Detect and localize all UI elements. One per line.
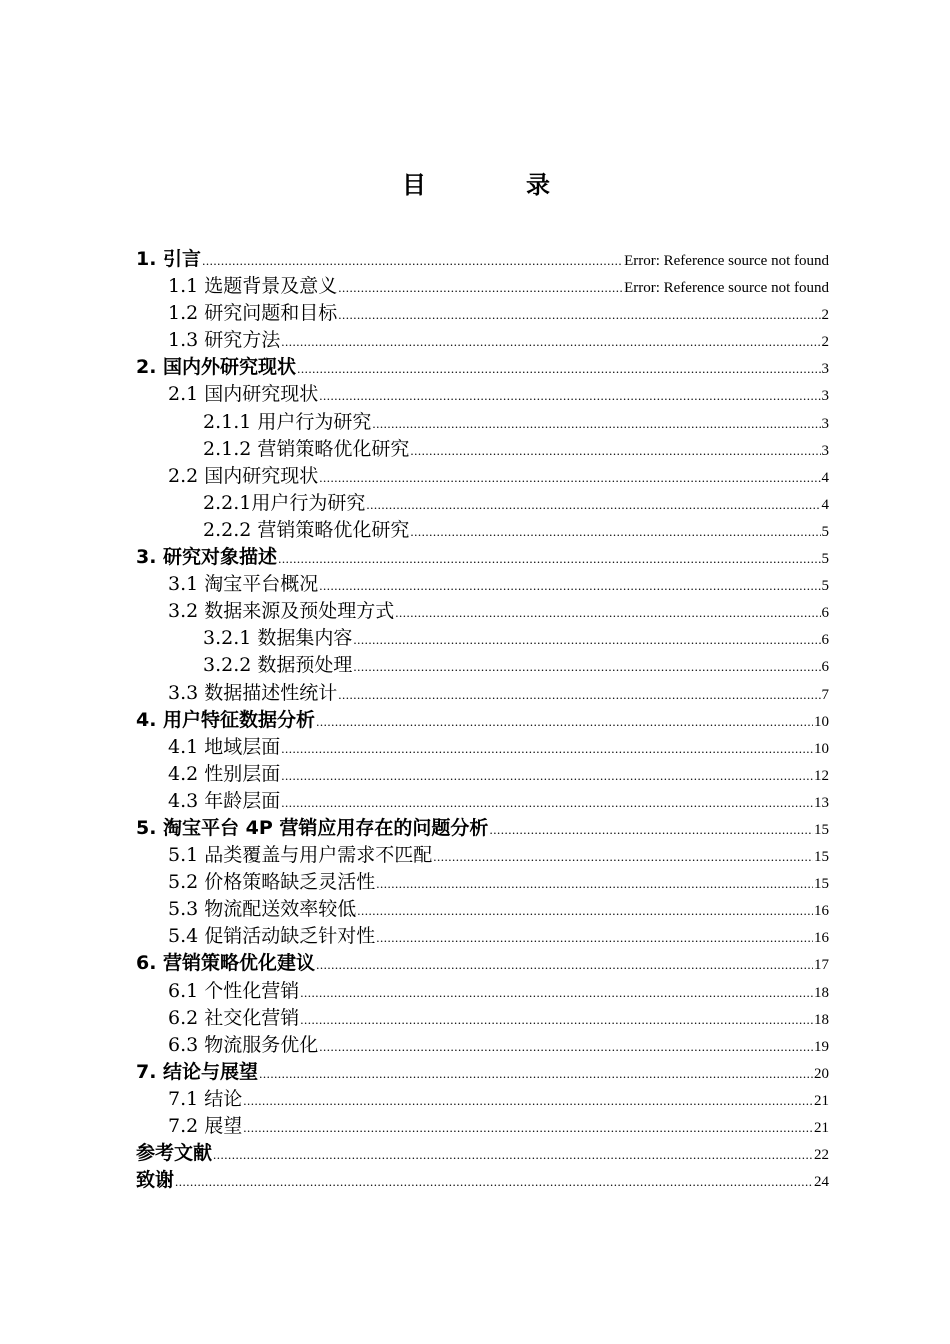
toc-entry-page: 21 bbox=[814, 1120, 829, 1136]
toc-entry-page: 13 bbox=[814, 794, 829, 811]
toc-leader-dots bbox=[395, 599, 820, 626]
toc-entry-label: 2.2.2 营销策略优化研究 bbox=[203, 518, 410, 541]
toc-leader-dots bbox=[338, 301, 820, 328]
toc-entry[interactable] bbox=[136, 842, 829, 869]
toc-entry-label: 3.1 淘宝平台概况 bbox=[168, 573, 319, 596]
toc-entry-page: 15 bbox=[814, 821, 829, 838]
toc-entry-page: 5 bbox=[821, 578, 829, 595]
toc-entry-page: 22 bbox=[814, 1147, 829, 1164]
toc-entry-label: 2.1.2 营销策略优化研究 bbox=[203, 437, 410, 460]
toc-leader-dots bbox=[372, 410, 820, 437]
toc-entry-label: 2.2.1用户行为研究 bbox=[203, 491, 366, 514]
toc-entry-page: 4 bbox=[821, 469, 829, 486]
toc-leader-dots bbox=[357, 897, 813, 924]
toc-entry[interactable] bbox=[136, 625, 829, 652]
toc-entry[interactable] bbox=[136, 1032, 829, 1059]
toc-entry[interactable] bbox=[136, 896, 829, 923]
toc-leader-dots bbox=[281, 762, 813, 789]
toc-entry-label: 致谢 bbox=[136, 1169, 175, 1192]
toc-leader-dots bbox=[316, 951, 813, 978]
toc-entry-label: 5.1 品类覆盖与用户需求不匹配 bbox=[168, 844, 433, 867]
toc-entry-label: 2. 国内外研究现状 bbox=[136, 356, 297, 379]
toc-leader-dots bbox=[297, 355, 820, 382]
toc-leader-dots bbox=[338, 681, 820, 708]
toc-leader-dots bbox=[319, 382, 820, 409]
toc-leader-dots bbox=[316, 708, 813, 735]
toc-entry-page: 7 bbox=[821, 686, 829, 703]
toc-entry[interactable] bbox=[136, 436, 829, 463]
toc-entry-label: 1.1 选题背景及意义 bbox=[168, 275, 338, 298]
toc-entry-page: 6 bbox=[821, 605, 829, 622]
toc-entry-page: 6 bbox=[821, 659, 829, 676]
toc-entry[interactable] bbox=[136, 1086, 829, 1113]
toc-entry-page: 19 bbox=[814, 1038, 829, 1055]
toc-entry-page: 3 bbox=[821, 388, 829, 405]
toc-entry-page: 18 bbox=[814, 1011, 829, 1028]
toc-entry[interactable] bbox=[136, 652, 829, 679]
toc-entry[interactable] bbox=[136, 950, 829, 977]
toc-entry-page: 17 bbox=[814, 957, 829, 974]
toc-entry[interactable] bbox=[136, 327, 829, 354]
toc-entry[interactable] bbox=[136, 246, 829, 273]
toc-entry[interactable] bbox=[136, 761, 829, 788]
toc-entry-page: 20 bbox=[814, 1065, 829, 1082]
table-of-contents bbox=[136, 246, 829, 1194]
toc-leader-dots bbox=[319, 572, 820, 599]
toc-entry[interactable] bbox=[136, 354, 829, 381]
toc-leader-dots bbox=[300, 979, 813, 1006]
toc-entry-page: 18 bbox=[814, 984, 829, 1001]
toc-entry-label: 2.1 国内研究现状 bbox=[168, 383, 319, 406]
toc-leader-dots bbox=[175, 1168, 813, 1195]
toc-entry-label: 4.1 地域层面 bbox=[168, 735, 281, 758]
toc-entry[interactable] bbox=[136, 1167, 829, 1194]
toc-entry-label: 7. 结论与展望 bbox=[136, 1060, 259, 1083]
toc-leader-dots bbox=[243, 1087, 813, 1114]
toc-entry[interactable] bbox=[136, 571, 829, 598]
toc-entry-page: 2 bbox=[821, 334, 829, 351]
toc-leader-dots bbox=[213, 1141, 813, 1168]
toc-entry[interactable] bbox=[136, 1059, 829, 1086]
toc-entry[interactable] bbox=[136, 463, 829, 490]
toc-entry-label: 3.2.1 数据集内容 bbox=[203, 627, 353, 650]
toc-entry-label: 6.2 社交化营销 bbox=[168, 1006, 300, 1029]
toc-leader-dots bbox=[243, 1114, 813, 1141]
toc-entry-label: 2.1.1 用户行为研究 bbox=[203, 410, 372, 433]
toc-entry-page: 16 bbox=[814, 930, 829, 947]
toc-leader-dots bbox=[489, 816, 813, 843]
toc-leader-dots bbox=[281, 735, 813, 762]
toc-entry-label: 6.3 物流服务优化 bbox=[168, 1033, 319, 1056]
toc-leader-dots bbox=[259, 1060, 813, 1087]
toc-entry-page: 3 bbox=[821, 442, 829, 459]
toc-leader-dots bbox=[281, 328, 820, 355]
toc-leader-dots bbox=[319, 1033, 813, 1060]
toc-entry[interactable] bbox=[136, 923, 829, 950]
toc-entry-label: 4.3 年龄层面 bbox=[168, 789, 281, 812]
toc-entry[interactable] bbox=[136, 1113, 829, 1140]
toc-entry-label: 1.2 研究问题和目标 bbox=[168, 302, 338, 325]
toc-entry-label: 3.2.2 数据预处理 bbox=[203, 654, 353, 677]
toc-entry-page: Error: Reference source not found bbox=[624, 280, 829, 297]
toc-entry-label: 5.4 促销活动缺乏针对性 bbox=[168, 925, 376, 948]
toc-entry-page: 15 bbox=[814, 849, 829, 866]
toc-entry[interactable] bbox=[136, 273, 829, 300]
toc-entry[interactable] bbox=[136, 517, 829, 544]
toc-leader-dots bbox=[410, 437, 820, 464]
toc-entry[interactable] bbox=[136, 598, 829, 625]
toc-entry-page: 5 bbox=[821, 551, 829, 568]
toc-entry[interactable] bbox=[136, 300, 829, 327]
toc-leader-dots bbox=[281, 789, 813, 816]
toc-leader-dots bbox=[278, 545, 820, 572]
toc-entry[interactable] bbox=[136, 707, 829, 734]
toc-entry-page: 3 bbox=[821, 361, 829, 378]
toc-entry[interactable] bbox=[136, 978, 829, 1005]
toc-entry-page: 4 bbox=[821, 496, 829, 513]
toc-entry-page: 16 bbox=[814, 903, 829, 920]
toc-entry[interactable] bbox=[136, 1140, 829, 1167]
toc-entry-label: 5. 淘宝平台 4P 营销应用存在的问题分析 bbox=[136, 816, 489, 839]
toc-entry-page: 6 bbox=[821, 632, 829, 649]
toc-entry-page: 24 bbox=[814, 1174, 829, 1191]
toc-title: 目 录 bbox=[402, 171, 588, 199]
toc-leader-dots bbox=[376, 870, 813, 897]
toc-leader-dots bbox=[353, 626, 820, 653]
toc-entry[interactable] bbox=[136, 490, 829, 517]
toc-entry-label: 2.2 国内研究现状 bbox=[168, 464, 319, 487]
toc-leader-dots bbox=[376, 924, 813, 951]
toc-entry-page: 3 bbox=[821, 415, 829, 432]
toc-leader-dots bbox=[319, 464, 820, 491]
toc-leader-dots bbox=[353, 653, 820, 680]
toc-leader-dots bbox=[338, 274, 623, 301]
toc-leader-dots bbox=[202, 247, 623, 274]
toc-entry-label: 3. 研究对象描述 bbox=[136, 546, 278, 569]
toc-entry-label: 4. 用户特征数据分析 bbox=[136, 708, 316, 731]
toc-entry-label: 1.3 研究方法 bbox=[168, 329, 281, 352]
toc-entry-label: 参考文献 bbox=[136, 1142, 213, 1165]
toc-leader-dots bbox=[410, 518, 820, 545]
toc-entry-label: 1. 引言 bbox=[136, 248, 202, 270]
toc-entry[interactable] bbox=[136, 544, 829, 571]
toc-leader-dots bbox=[433, 843, 813, 870]
toc-entry-page: 10 bbox=[814, 713, 829, 730]
toc-entry[interactable] bbox=[136, 788, 829, 815]
toc-entry-page: Error: Reference source not found bbox=[624, 253, 829, 269]
toc-entry[interactable] bbox=[136, 409, 829, 436]
toc-entry[interactable] bbox=[136, 734, 829, 761]
toc-leader-dots bbox=[366, 491, 820, 518]
toc-entry[interactable] bbox=[136, 680, 829, 707]
toc-entry-label: 5.2 价格策略缺乏灵活性 bbox=[168, 871, 376, 894]
toc-entry-label: 3.2 数据来源及预处理方式 bbox=[168, 600, 395, 623]
toc-entry[interactable] bbox=[136, 1005, 829, 1032]
toc-entry-label: 6.1 个性化营销 bbox=[168, 979, 300, 1002]
toc-entry[interactable] bbox=[136, 815, 829, 842]
toc-entry[interactable] bbox=[136, 381, 829, 408]
toc-entry-page: 12 bbox=[814, 767, 829, 784]
toc-entry-page: 10 bbox=[814, 740, 829, 757]
toc-entry-label: 6. 营销策略优化建议 bbox=[136, 952, 316, 975]
toc-entry-label: 3.3 数据描述性统计 bbox=[168, 681, 338, 704]
toc-entry-label: 5.3 物流配送效率较低 bbox=[168, 898, 357, 921]
toc-entry-page: 2 bbox=[821, 307, 829, 324]
toc-entry[interactable] bbox=[136, 869, 829, 896]
toc-entry-label: 4.2 性别层面 bbox=[168, 762, 281, 785]
toc-leader-dots bbox=[300, 1006, 813, 1033]
toc-entry-page: 21 bbox=[814, 1092, 829, 1109]
toc-entry-label: 7.1 结论 bbox=[168, 1087, 243, 1110]
toc-entry-page: 5 bbox=[821, 523, 829, 540]
toc-entry-label: 7.2 展望 bbox=[168, 1115, 243, 1137]
toc-entry-page: 15 bbox=[814, 876, 829, 893]
